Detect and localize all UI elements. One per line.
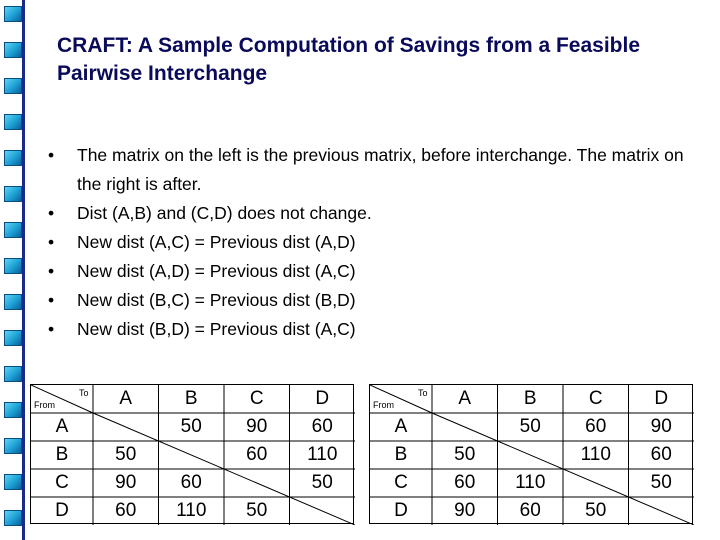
bullet-dot: •	[48, 145, 55, 165]
slide-title: CRAFT: A Sample Computation of Savings from a Feasible Pairwise Interchange	[57, 34, 641, 85]
bullet-text: Dist (A,B) and (C,D) does not change.	[77, 203, 372, 223]
bullet-text: New dist (B,C) = Previous dist (B,D)	[77, 290, 356, 310]
bullet-text: New dist (A,C) = Previous dist (A,D)	[77, 232, 356, 252]
strip-tile	[4, 42, 22, 58]
bullet-item	[48, 286, 698, 315]
matrix-cell	[93, 413, 159, 441]
matrix-cell: 50	[454, 444, 476, 465]
strip-tile	[4, 258, 22, 274]
matrix-cell: 50	[311, 472, 333, 493]
row-header: D	[394, 500, 408, 521]
corner-to-label: To	[79, 388, 89, 398]
column-header: B	[523, 388, 537, 409]
bullet-list	[48, 141, 698, 344]
matrix-cell: 50	[585, 500, 607, 521]
decorative-side-strip	[0, 0, 30, 540]
bullet-text: The matrix on the left is the previous matrix, before interchange. The matrix on the right is after.	[77, 145, 684, 194]
bullet-text: New dist (B,D) = Previous dist (A,C)	[77, 319, 356, 339]
strip-tile	[4, 330, 22, 346]
bullet-item	[48, 199, 698, 228]
matrix-cell: 60	[180, 472, 202, 493]
matrix-cell	[629, 497, 695, 525]
bullet-text: New dist (A,D) = Previous dist (A,C)	[77, 261, 356, 281]
column-header: A	[458, 388, 472, 409]
row-header: B	[394, 444, 408, 465]
strip-tile	[4, 6, 22, 22]
bullet-dot: •	[48, 290, 55, 310]
strip-tile	[4, 474, 22, 490]
strip-tile	[4, 366, 22, 382]
matrix-cell	[290, 497, 356, 525]
row-header: A	[55, 416, 69, 437]
distance-matrix-after	[369, 384, 693, 524]
bullet-dot: •	[48, 203, 55, 223]
matrix-cell: 60	[650, 444, 672, 465]
strip-tile	[4, 150, 22, 166]
matrix-cell: 90	[115, 472, 137, 493]
column-header: C	[249, 388, 264, 409]
bullet-dot: •	[48, 319, 55, 339]
strip-tile	[4, 402, 22, 418]
matrix-cell: 60	[115, 500, 137, 521]
matrix-cell	[498, 441, 564, 469]
column-header: D	[315, 388, 330, 409]
matrix-cell: 50	[650, 472, 672, 493]
bullet-item	[48, 141, 698, 199]
matrix-cell	[224, 469, 290, 497]
bullet-item	[48, 315, 698, 344]
column-header: C	[588, 388, 603, 409]
column-header: B	[184, 388, 198, 409]
row-header: B	[55, 444, 69, 465]
strip-tile	[4, 222, 22, 238]
matrix-cell: 110	[307, 444, 338, 465]
bullet-dot: •	[48, 232, 55, 252]
strip-tile	[4, 438, 22, 454]
matrix-cell: 50	[519, 416, 541, 437]
row-header: C	[55, 472, 69, 493]
strip-tile	[4, 186, 22, 202]
matrix-cell: 60	[454, 472, 476, 493]
distance-matrix-before	[30, 384, 354, 524]
matrix-cell: 90	[246, 416, 268, 437]
corner-from-label: From	[373, 400, 394, 410]
matrix-cell: 50	[246, 500, 268, 521]
bullet-dot: •	[48, 261, 55, 281]
corner-to-label: To	[418, 388, 428, 398]
matrix-cell: 90	[454, 500, 476, 521]
matrix-cell: 60	[311, 416, 333, 437]
matrix-cell	[432, 413, 498, 441]
bullet-item	[48, 257, 698, 286]
matrix-cell: 110	[580, 444, 611, 465]
column-header: A	[119, 388, 133, 409]
row-header: C	[394, 472, 408, 493]
matrix-cell: 50	[115, 444, 137, 465]
matrix-cell	[563, 469, 629, 497]
corner-from-label: From	[34, 400, 55, 410]
bullet-item	[48, 228, 698, 257]
strip-tile	[4, 114, 22, 130]
matrix-cell	[159, 441, 225, 469]
strip-tile	[4, 294, 22, 310]
column-header: D	[654, 388, 669, 409]
matrix-cell: 60	[246, 444, 268, 465]
matrix-cell: 60	[519, 500, 541, 521]
row-header: D	[55, 500, 69, 521]
strip-line	[22, 0, 25, 540]
row-header: A	[394, 416, 408, 437]
matrix-cell: 60	[585, 416, 607, 437]
strip-tile	[4, 510, 22, 526]
matrix-cell: 50	[180, 416, 202, 437]
matrix-cell: 110	[176, 500, 207, 521]
matrix-cell: 110	[515, 472, 546, 493]
strip-tile	[4, 78, 22, 94]
matrix-cell: 90	[650, 416, 672, 437]
